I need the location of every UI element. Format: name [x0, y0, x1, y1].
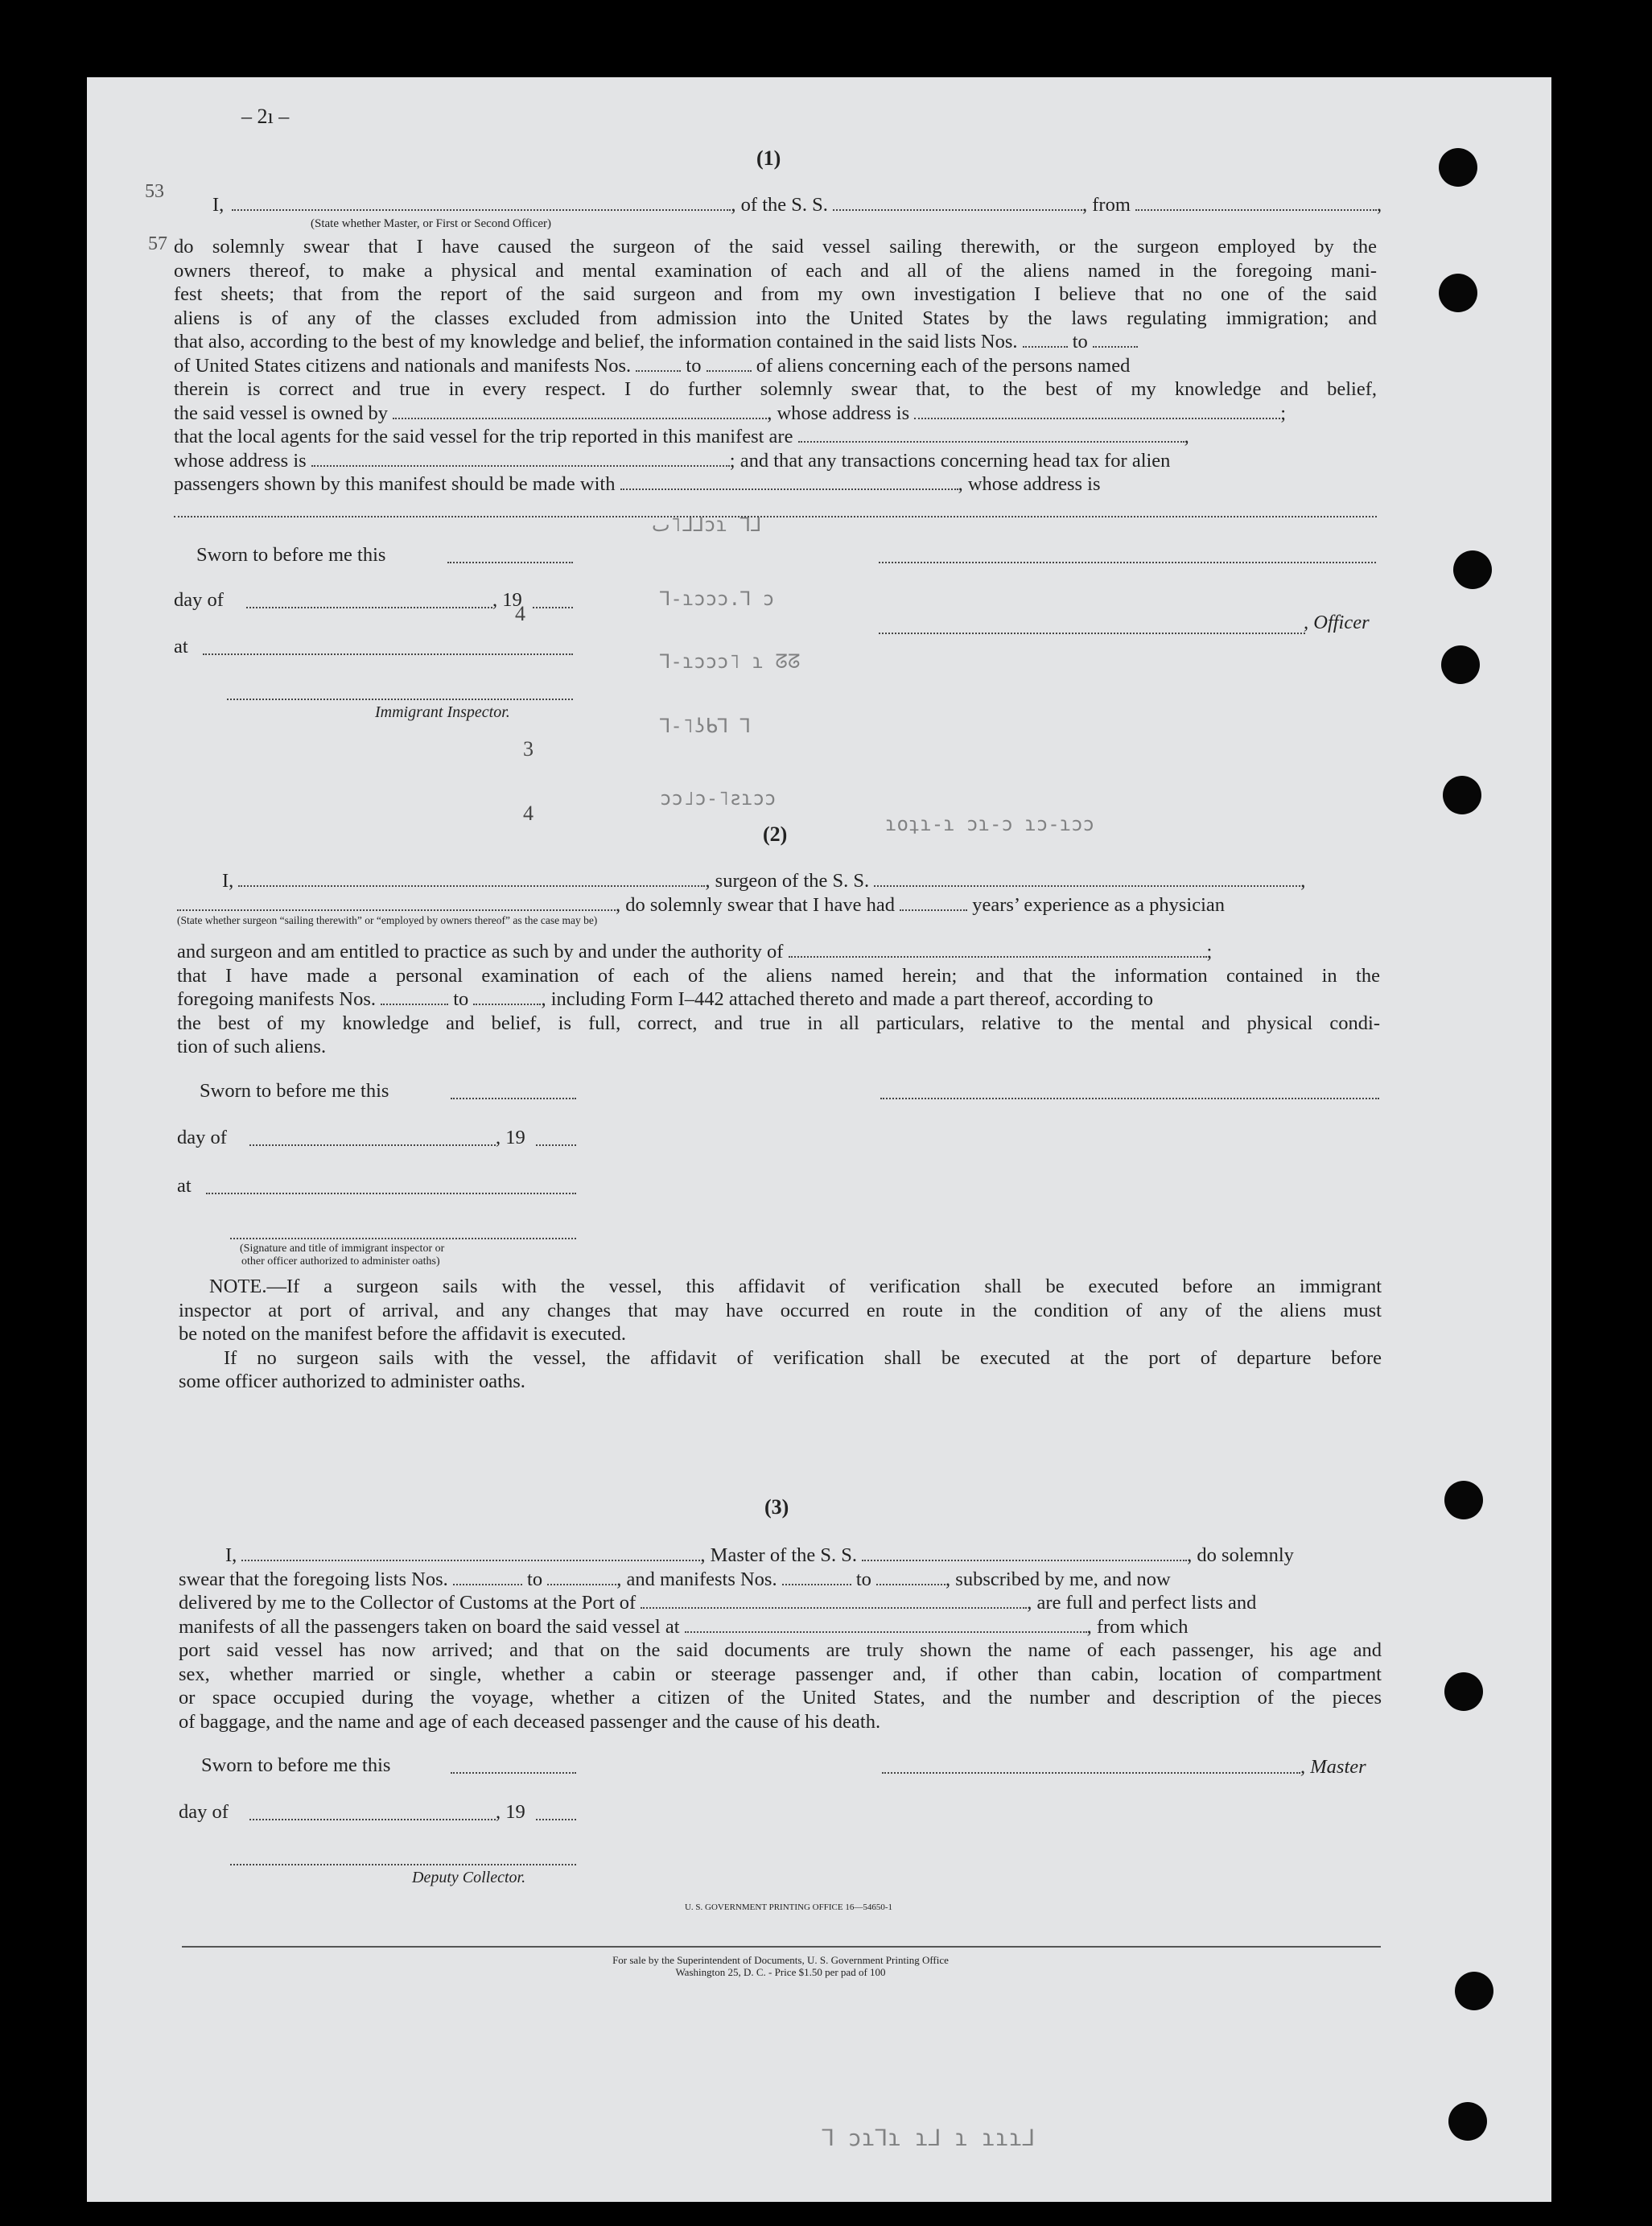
place-field[interactable] [203, 653, 573, 655]
head-tax-party-field[interactable] [620, 488, 958, 490]
sworn-date-field[interactable] [451, 1098, 576, 1099]
margin-mark: 53 [145, 181, 164, 202]
text: whose address is [174, 449, 307, 472]
officer-signature-line-1[interactable] [879, 562, 1376, 563]
surgeon-manifests-to-field[interactable] [473, 1004, 541, 1005]
authority-field[interactable] [789, 956, 1207, 958]
section-1-text [174, 193, 1382, 219]
punch-hole [1443, 776, 1481, 814]
text: , Master of the S. S. [700, 1544, 858, 1566]
text: , are full and perfect lists and [1027, 1592, 1257, 1614]
label: , of the S. S. [731, 194, 828, 216]
text-line: NOTE.—If a surgeon sails with the vessel, this affidavit of verification shall be executed before an immigrant [209, 1276, 1382, 1297]
text: delivered by me to the Collector of Customs at the Port of [179, 1592, 636, 1614]
surgeon-manifests-from-field[interactable] [381, 1004, 448, 1005]
lists-from-field[interactable] [1023, 346, 1068, 348]
text: to [1072, 331, 1088, 352]
master-label: , Master [1300, 1756, 1366, 1778]
inspector-signature-field[interactable] [227, 699, 573, 700]
month-field[interactable] [249, 1144, 496, 1146]
lists-to-field[interactable] [1093, 346, 1138, 348]
text: years’ experience as a physician [972, 893, 1226, 916]
lists-from-field[interactable] [453, 1584, 522, 1585]
text: , do solemnly [1187, 1544, 1294, 1566]
section-3-body [179, 1544, 1382, 1733]
embarkation-port-field[interactable] [685, 1631, 1087, 1633]
punch-hole [1453, 550, 1492, 589]
text: to [527, 1568, 543, 1590]
text: , from which [1086, 1615, 1189, 1638]
port-of-field[interactable] [641, 1607, 1027, 1609]
lists-to-field[interactable] [547, 1584, 616, 1585]
text-line: do solemnly swear that I have caused the surgeon of the said vessel sailing therewith, or the surgeon employed by the [174, 236, 1377, 258]
text: , whose address is [958, 473, 1101, 495]
label: , from [1082, 194, 1131, 216]
section-1-body [174, 235, 1377, 497]
text-line: therein is correct and true in every respect. I do further solemnly swear that, to the best of my knowledge and belief, [174, 378, 1377, 400]
text: ; [1206, 941, 1213, 963]
section-3-number: (3) [764, 1495, 789, 1519]
section-1-number: (1) [756, 146, 781, 170]
text: passengers shown by this manifest should be made with [174, 473, 616, 495]
surgeon-vessel-field[interactable] [874, 885, 1300, 887]
text: , subscribed by me, and now [945, 1568, 1171, 1590]
master-name-field[interactable] [241, 1560, 700, 1561]
top-marks: – 2ı – [241, 105, 290, 128]
section-2-caption: (State whether surgeon “sailing therewith” or “employed by owners thereof” as the case may be) [177, 914, 598, 926]
bleed-through: ɔɔ˩ɔ-˥ƨɿɔɔ [660, 787, 777, 810]
bleed-through: ٮ˥ᒧ⅃ɔɿ ᒣ⅃ [652, 513, 762, 536]
month-field[interactable] [249, 1819, 496, 1820]
year-label: , 19 [496, 1127, 525, 1148]
text: , surgeon of the S. S. [705, 870, 870, 892]
sale-notice: Washington 25, D. C. - Price $1.50 per pad of 100 [675, 1966, 886, 1978]
bleed-through: ɿoʇɿ-ɿ ɔɿ-ɔ ɿɔ-ɿɔɔ [885, 813, 1095, 835]
text-line: that I have made a personal examination of each of the aliens named herein; and that the information contained in the [177, 964, 1380, 987]
text: I, [222, 870, 234, 892]
year-label: , 19 [496, 1801, 525, 1823]
footer-rule [182, 1946, 1381, 1948]
punch-hole [1455, 1972, 1493, 2010]
manifests-from-field[interactable] [782, 1584, 851, 1585]
signature-caption: other officer authorized to administer oaths) [241, 1255, 440, 1268]
agents-address-field[interactable] [311, 465, 730, 467]
day-of-label: day of [177, 1127, 227, 1148]
sworn-date-field[interactable] [451, 1772, 576, 1774]
punch-hole [1441, 645, 1480, 684]
text: ; [1280, 402, 1287, 424]
text: to [453, 988, 469, 1010]
authorized-officer-signature-field[interactable] [230, 1238, 576, 1239]
local-agents-field[interactable] [798, 441, 1184, 443]
owner-field[interactable] [393, 418, 767, 419]
text: the said vessel is owned by [174, 402, 389, 424]
year-field[interactable] [533, 607, 573, 608]
text: swear that the foregoing lists Nos. [179, 1568, 448, 1590]
text-line: tion of such aliens. [177, 1036, 327, 1057]
text-line: some officer authorized to administer oaths. [179, 1371, 525, 1392]
surgeon-status-field[interactable] [177, 909, 616, 911]
years-experience-field[interactable] [900, 909, 967, 911]
text: that the local agents for the said vessel for the trip reported in this manifest are [174, 426, 793, 447]
text: I, [225, 1544, 237, 1566]
note-text [179, 1275, 1382, 1394]
text-line: If no surgeon sails with the vessel, the affidavit of verification shall be executed at the port of departure before [224, 1346, 1382, 1369]
bleed-through: ᒣ ɔɿ⅂ɿ ɿ⅃ ɿ ɿɿɿ⅃ [821, 2125, 1036, 2151]
text: of United States citizens and nationals and manifests Nos. [174, 354, 632, 377]
text-line: or space occupied during the voyage, whether a citizen of the United States, and the number and description of the pieces [179, 1687, 1382, 1709]
text-line: sex, whether married or single, whether a cabin or steerage passenger and, if other than cabin, location of compartment [179, 1663, 1382, 1685]
signature-caption: (Signature and title of immigrant inspector or [240, 1243, 445, 1255]
text: manifests of all the passengers taken on board the said vessel at [179, 1615, 680, 1638]
text: , do solemnly swear that I have had [616, 893, 895, 916]
pronoun: I, [212, 194, 225, 216]
year-handwritten: 4 [515, 602, 525, 625]
departure-port-field[interactable] [1135, 209, 1377, 211]
text: to [855, 1568, 871, 1590]
sale-notice: For sale by the Superintendent of Documents, U. S. Government Printing Office [612, 1954, 949, 1966]
bleed-through: ⅂-ɿɔɔɔ˥ ɿ ᘔᘔ [660, 650, 801, 673]
section-2-number: (2) [763, 822, 788, 846]
month-field[interactable] [246, 607, 492, 608]
punch-hole [1444, 1481, 1483, 1519]
bleed-mark: 3 [523, 737, 534, 761]
inspector-label: Immigrant Inspector. [375, 703, 510, 721]
at-label: at [174, 636, 188, 657]
punch-hole [1439, 148, 1477, 187]
bleed-through: ⅂-˥ʖᑲ⅂ ⅂ [660, 715, 751, 737]
section-2-body [177, 940, 1380, 1059]
text-line: owners thereof, to make a physical and mental examination of each and all of the aliens named in the foregoing mani- [174, 259, 1377, 282]
text: and surgeon and am entitled to practice as such by and under the authority of [177, 941, 784, 963]
text: of aliens concerning each of the persons named [756, 354, 1131, 377]
at-label: at [177, 1175, 192, 1197]
master-signature-field[interactable] [882, 1772, 1300, 1774]
bleed-through: ⅂-ɿɔɔɔ.⅂ ɔ [660, 587, 775, 610]
sworn-label: Sworn to before me this [200, 1080, 389, 1102]
manifests-to-field[interactable] [707, 370, 752, 372]
text-line: the best of my knowledge and belief, is full, correct, and true in all particulars, relative to the mental and physical condi- [177, 1012, 1380, 1034]
year-label: , 19 [492, 589, 522, 611]
year-field[interactable] [536, 1819, 576, 1820]
text: , [1184, 426, 1189, 447]
text-line: of baggage, and the name and age of each deceased passenger and the cause of his death. [179, 1710, 881, 1733]
sworn-label: Sworn to before me this [196, 544, 386, 566]
text: ; and that any transactions concerning head tax for alien [729, 449, 1171, 472]
punch-hole [1439, 274, 1477, 312]
text-line: aliens is of any of the classes excluded from admission into the United States by the laws regulating immigration; and [174, 307, 1377, 329]
head-tax-address-field[interactable] [174, 516, 1377, 517]
text-line: be noted on the manifest before the affidavit is executed. [179, 1323, 627, 1345]
text: , and manifests Nos. [616, 1568, 777, 1590]
punch-hole [1448, 2102, 1487, 2141]
section-2-header [177, 869, 1380, 917]
bleed-mark: 4 [523, 802, 534, 825]
year-field[interactable] [536, 1144, 576, 1146]
vessel-name-field[interactable] [833, 209, 1082, 211]
text: that also, according to the best of my knowledge and belief, the information contained in the said lists Nos. [174, 331, 1018, 352]
manifests-from-field[interactable] [636, 370, 681, 372]
day-of-label: day of [174, 589, 224, 611]
label: , [1377, 194, 1382, 216]
manifests-to-field[interactable] [876, 1584, 945, 1585]
section-1-caption: (State whether Master, or First or Second Officer) [311, 217, 552, 230]
sworn-date-field[interactable] [447, 562, 573, 563]
master-vessel-field[interactable] [862, 1560, 1187, 1561]
text: , [1300, 870, 1306, 892]
text-line: inspector at port of arrival, and any changes that may have occurred en route in the condition of any of the aliens must [179, 1299, 1382, 1321]
place-field[interactable] [206, 1193, 576, 1194]
day-of-label: day of [179, 1801, 229, 1823]
surgeon-signature-field[interactable] [880, 1098, 1379, 1099]
text-line: port said vessel has now arrived; and that on the said documents are truly shown the name of each passenger, his age and [179, 1639, 1382, 1661]
officer-name-field[interactable] [232, 209, 731, 211]
text-line: fest sheets; that from the report of the said surgeon and from my own investigation I believe that no one of the said [174, 283, 1377, 305]
gpo-imprint: U. S. GOVERNMENT PRINTING OFFICE 16—54650-1 [684, 1902, 892, 1912]
text: foregoing manifests Nos. [177, 988, 376, 1010]
surgeon-name-field[interactable] [238, 885, 705, 887]
officer-label: , Officer [1304, 612, 1370, 633]
deputy-collector-label: Deputy Collector. [412, 1869, 526, 1886]
officer-signature-field[interactable] [879, 633, 1305, 634]
sworn-label: Sworn to before me this [201, 1754, 391, 1776]
margin-mark: 57 [148, 233, 167, 254]
owner-address-field[interactable] [914, 418, 1280, 419]
text: to [686, 354, 702, 377]
punch-hole [1444, 1672, 1483, 1711]
text: , including Form I–442 attached thereto and made a part thereof, according to [541, 988, 1154, 1010]
text: , whose address is [767, 402, 910, 424]
deputy-collector-signature-field[interactable] [230, 1864, 576, 1865]
